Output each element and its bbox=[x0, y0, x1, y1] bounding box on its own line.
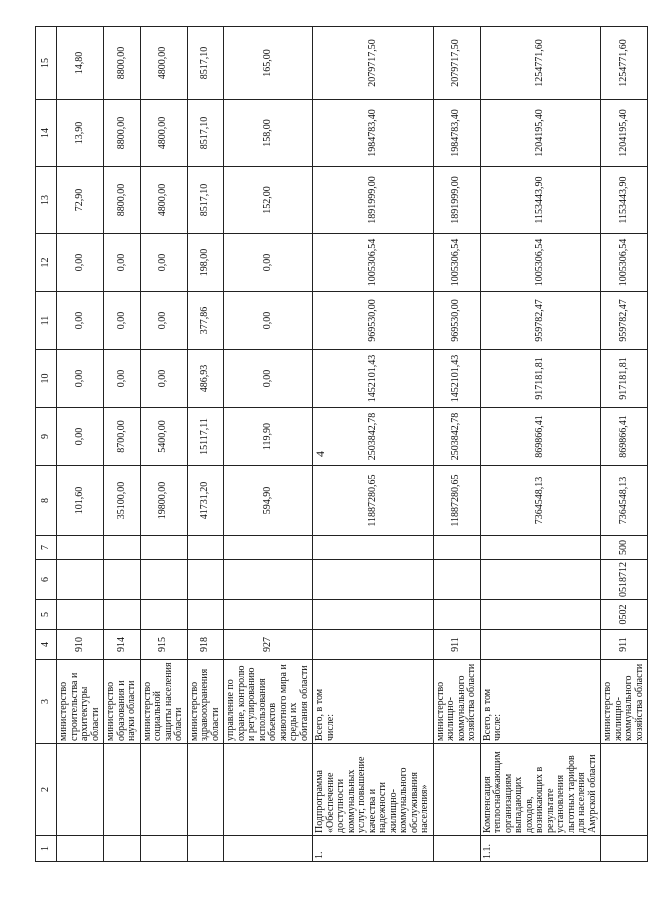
table-cell: 0,00 bbox=[224, 234, 313, 292]
table-cell: 1.1. bbox=[480, 836, 601, 862]
table-cell: 500 bbox=[601, 536, 648, 560]
table-cell: 0,00 bbox=[57, 408, 104, 466]
col-header: 1 bbox=[36, 836, 57, 862]
table-cell: 869866,41 bbox=[480, 408, 601, 466]
table-cell: 8517,10 bbox=[187, 167, 224, 234]
table-cell bbox=[480, 600, 601, 630]
table-cell bbox=[187, 536, 224, 560]
col-header: 4 bbox=[36, 630, 57, 660]
col-header: 5 bbox=[36, 600, 57, 630]
table-cell: 1005306,54 bbox=[313, 234, 434, 292]
table-cell: 914 bbox=[104, 630, 141, 660]
table-cell: 0,00 bbox=[104, 234, 141, 292]
table-cell: 1204195,40 bbox=[601, 100, 648, 167]
table-cell: 0,00 bbox=[57, 234, 104, 292]
table-cell: 0502 bbox=[601, 600, 648, 630]
table-cell: 35100,00 bbox=[104, 466, 141, 536]
table-cell: 1. bbox=[313, 836, 434, 862]
table-cell: 0,00 bbox=[224, 292, 313, 350]
table-cell: 1153443,90 bbox=[601, 167, 648, 234]
table-cell bbox=[224, 560, 313, 600]
table-row bbox=[104, 27, 141, 862]
table-cell: 0,00 bbox=[140, 292, 187, 350]
table-cell: 911 bbox=[601, 630, 648, 660]
table-cell bbox=[140, 536, 187, 560]
table-cell bbox=[433, 536, 480, 560]
table-cell bbox=[224, 744, 313, 836]
table-cell bbox=[480, 536, 601, 560]
table-cell: 1984783,40 bbox=[433, 100, 480, 167]
table-cell bbox=[187, 600, 224, 630]
table-cell bbox=[224, 600, 313, 630]
col-header: 12 bbox=[36, 234, 57, 292]
table-cell bbox=[57, 836, 104, 862]
col-header: 11 bbox=[36, 292, 57, 350]
table-cell: 1452101,43 bbox=[313, 350, 434, 408]
table-cell bbox=[57, 600, 104, 630]
table-cell: 7364548,13 bbox=[601, 466, 648, 536]
table-row bbox=[224, 27, 313, 862]
table-cell: 8700,00 bbox=[104, 408, 141, 466]
table-cell: 0,00 bbox=[140, 350, 187, 408]
col-header: 6 bbox=[36, 560, 57, 600]
table-cell: 8517,10 bbox=[187, 27, 224, 100]
table-cell: 119,90 bbox=[224, 408, 313, 466]
table-cell bbox=[433, 836, 480, 862]
table-row bbox=[187, 27, 224, 862]
table-cell: 486,93 bbox=[187, 350, 224, 408]
table-cell: 959782,47 bbox=[480, 292, 601, 350]
table-cell: министерство здравоохранения области bbox=[187, 660, 224, 744]
table-cell bbox=[104, 836, 141, 862]
table-row bbox=[433, 27, 480, 862]
rotated-budget-table bbox=[35, 27, 645, 862]
table-cell bbox=[313, 630, 434, 660]
table-cell: Подпрограмма «Обеспечение доступности коммунальных услуг, повышение качества и надежности жилищно-коммунального обслуживания населения» bbox=[313, 744, 434, 836]
table-cell bbox=[140, 744, 187, 836]
table-cell: 377,86 bbox=[187, 292, 224, 350]
col-header: 8 bbox=[36, 466, 57, 536]
table-cell bbox=[480, 630, 601, 660]
table-cell: 0518712 bbox=[601, 560, 648, 600]
table-cell: 11887280,65 bbox=[433, 466, 480, 536]
table-cell: 11887280,65 bbox=[313, 466, 434, 536]
table-cell: 0,00 bbox=[104, 350, 141, 408]
table-cell bbox=[313, 560, 434, 600]
table-cell bbox=[313, 600, 434, 630]
table-cell: министерство жилищно-коммунального хозяйства области bbox=[433, 660, 480, 744]
table-cell: 2079717,50 bbox=[433, 27, 480, 100]
table-cell: 1005306,54 bbox=[480, 234, 601, 292]
table-cell: 14,80 bbox=[57, 27, 104, 100]
table-cell: 917181,81 bbox=[480, 350, 601, 408]
table-cell: управление по охране, контролю и регулированию использования объектов животного мира и среды их обитания области bbox=[224, 660, 313, 744]
table-cell: Компенсация теплоснабжающим организациям выпадающих доходов, возникающих в результате установления льготных тарифов для населения Амурской области bbox=[480, 744, 601, 836]
table-cell: 2503842,78 bbox=[433, 408, 480, 466]
table-cell bbox=[313, 536, 434, 560]
header-row bbox=[36, 27, 57, 862]
table-cell bbox=[601, 836, 648, 862]
table-cell bbox=[104, 600, 141, 630]
table-cell bbox=[140, 560, 187, 600]
table-cell: 15117,11 bbox=[187, 408, 224, 466]
table-cell: Всего, в том числе: bbox=[313, 660, 434, 744]
table-cell bbox=[433, 600, 480, 630]
table-cell: 927 bbox=[224, 630, 313, 660]
table-body bbox=[36, 27, 648, 862]
table-row bbox=[140, 27, 187, 862]
table-cell: 869866,41 bbox=[601, 408, 648, 466]
table-row bbox=[601, 27, 648, 862]
table-cell: 7364548,13 bbox=[480, 466, 601, 536]
table-cell: Всего, в том числе: bbox=[480, 660, 601, 744]
table-cell bbox=[57, 536, 104, 560]
table-cell: 0,00 bbox=[104, 292, 141, 350]
table-cell: 8800,00 bbox=[104, 27, 141, 100]
table-cell: 1005306,54 bbox=[433, 234, 480, 292]
budget-table bbox=[35, 26, 648, 862]
table-cell: 1891999,00 bbox=[433, 167, 480, 234]
table-cell: 1254771,60 bbox=[480, 27, 601, 100]
table-cell bbox=[480, 560, 601, 600]
table-cell bbox=[104, 744, 141, 836]
table-cell: министерство строительства и архитектуры области bbox=[57, 660, 104, 744]
table-cell: 1153443,90 bbox=[480, 167, 601, 234]
table-cell: 101,60 bbox=[57, 466, 104, 536]
col-header: 2 bbox=[36, 744, 57, 836]
table-cell: 969530,00 bbox=[313, 292, 434, 350]
table-cell bbox=[433, 744, 480, 836]
table-cell: 594,90 bbox=[224, 466, 313, 536]
table-cell: 0,00 bbox=[57, 292, 104, 350]
table-cell: 13,90 bbox=[57, 100, 104, 167]
table-cell: 1891999,00 bbox=[313, 167, 434, 234]
table-cell: 1452101,43 bbox=[433, 350, 480, 408]
page-number: 4 bbox=[313, 451, 327, 457]
table-cell bbox=[187, 560, 224, 600]
table-cell: 5400,00 bbox=[140, 408, 187, 466]
table-cell: 2079717,50 bbox=[313, 27, 434, 100]
table-cell: министерство образования и науки области bbox=[104, 660, 141, 744]
table-cell: 910 bbox=[57, 630, 104, 660]
table-cell: 158,00 bbox=[224, 100, 313, 167]
table-cell bbox=[224, 836, 313, 862]
table-cell: 911 bbox=[433, 630, 480, 660]
table-cell: 8800,00 bbox=[104, 100, 141, 167]
table-cell: 915 bbox=[140, 630, 187, 660]
table-cell: 1254771,60 bbox=[601, 27, 648, 100]
table-row bbox=[57, 27, 104, 862]
table-cell: 1984783,40 bbox=[313, 100, 434, 167]
table-cell: 2503842,78 bbox=[313, 408, 434, 466]
table-cell: министерство социальной защиты населения области bbox=[140, 660, 187, 744]
col-header: 7 bbox=[36, 536, 57, 560]
table-cell: 72,90 bbox=[57, 167, 104, 234]
table-cell bbox=[601, 744, 648, 836]
table-cell: 917181,81 bbox=[601, 350, 648, 408]
table-cell bbox=[187, 744, 224, 836]
table-cell: 8800,00 bbox=[104, 167, 141, 234]
table-cell: 1204195,40 bbox=[480, 100, 601, 167]
col-header: 9 bbox=[36, 408, 57, 466]
table-cell: 198,00 bbox=[187, 234, 224, 292]
table-cell: министерство жилищно-коммунального хозяйства области bbox=[601, 660, 648, 744]
table-cell bbox=[140, 600, 187, 630]
table-cell: 0,00 bbox=[224, 350, 313, 408]
table-cell: 4800,00 bbox=[140, 167, 187, 234]
col-header: 3 bbox=[36, 660, 57, 744]
table-cell bbox=[224, 536, 313, 560]
table-row bbox=[313, 27, 434, 862]
table-cell: 969530,00 bbox=[433, 292, 480, 350]
table-cell bbox=[187, 836, 224, 862]
table-cell: 19800,00 bbox=[140, 466, 187, 536]
table-cell: 918 bbox=[187, 630, 224, 660]
table-cell bbox=[104, 560, 141, 600]
table-cell: 41731,20 bbox=[187, 466, 224, 536]
table-cell: 0,00 bbox=[140, 234, 187, 292]
table-cell: 1005306,54 bbox=[601, 234, 648, 292]
table-cell: 4800,00 bbox=[140, 27, 187, 100]
table-cell: 165,00 bbox=[224, 27, 313, 100]
table-cell bbox=[140, 836, 187, 862]
table-cell: 959782,47 bbox=[601, 292, 648, 350]
col-header: 10 bbox=[36, 350, 57, 408]
table-cell bbox=[57, 560, 104, 600]
table-cell bbox=[433, 560, 480, 600]
table-cell bbox=[104, 536, 141, 560]
table-cell: 4800,00 bbox=[140, 100, 187, 167]
col-header: 13 bbox=[36, 167, 57, 234]
table-cell: 8517,10 bbox=[187, 100, 224, 167]
col-header: 14 bbox=[36, 100, 57, 167]
col-header: 15 bbox=[36, 27, 57, 100]
table-cell: 152,00 bbox=[224, 167, 313, 234]
table-cell bbox=[57, 744, 104, 836]
table-row bbox=[480, 27, 601, 862]
table-cell: 0,00 bbox=[57, 350, 104, 408]
